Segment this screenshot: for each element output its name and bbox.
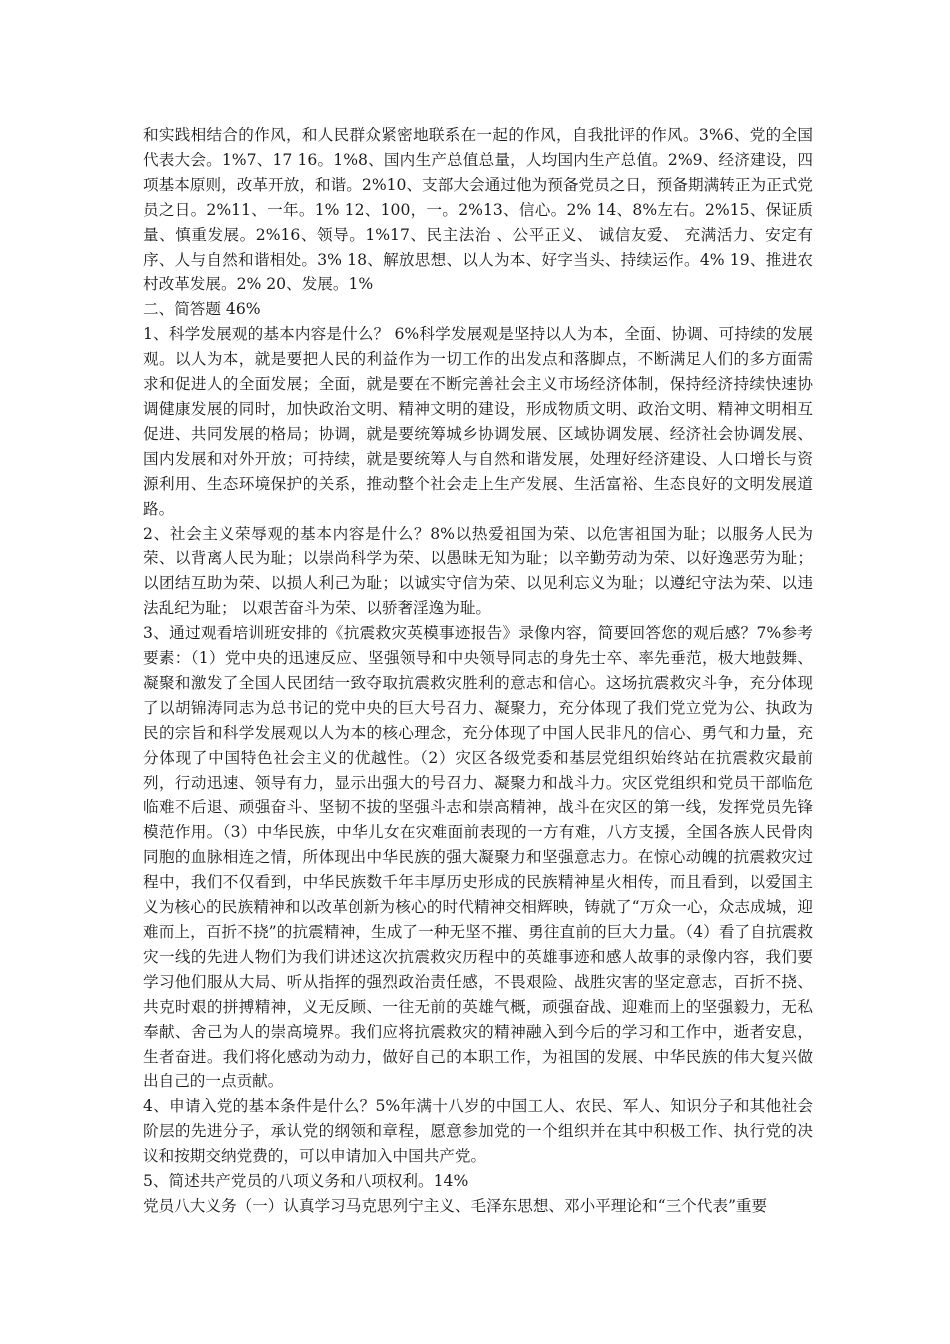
section-heading-short-answer: 二、简答题 46% xyxy=(143,300,261,319)
paragraph-duties-start: 党员八大义务（一）认真学习马克思列宁主义、毛泽东思想、邓小平理论和“三个代表”重要 xyxy=(143,1196,768,1215)
paragraph-answers-continued: 和实践相结合的作风，和人民群众紧密地联系在一起的作风，自我批评的作风。3%6、党的全国代表大会。1%7、17 16。1%8、国内生产总值总量，人均国内生产总值。2%9、经济建设，四项基本原则，改革开放，和谐。2%10、支部大会通过他为预备党员之日，预备期满转正为正式党员之日。2%11、一年。1% 12、100，一。2%13、信心。2% 14、8%左右。2%15、保证质量、慎重发展。2%16、领导。1%17、民主法治 、公平正义、 诚信友爱、 充满活力、安定有序、人与自然和谐相处。3% 18、解放思想、以人为本、好字当头、持续运作。4% 19、推进农村改革发展。2% 20、发展。1% xyxy=(143,126,813,294)
paragraph-question-3: 3、通过观看培训班安排的《抗震救灾英模事迹报告》录像内容，简要回答您的观后感？7%参考要素：（1）党中央的迅速反应、坚强领导和中央领导同志的身先士卒、率先垂范，极大地鼓舞、凝聚和激发了全国人民团结一致夺取抗震救灾胜利的意志和信心。这场抗震救灾斗争，充分体现了以胡锦涛同志为总书记的党中央的巨大号召力、凝聚力，充分体现了我们党立党为公、执政为民的宗旨和科学发展观以人为本的核心理念，充分体现了中国人民非凡的信心、勇气和力量，充分体现了中国特色社会主义的优越性。（2）灾区各级党委和基层党组织始终站在抗震救灾最前列，行动迅速、领导有力，显示出强大的号召力、凝聚力和战斗力。灾区党组织和党员干部临危临难不后退、顽强奋斗、坚韧不拔的坚强斗志和崇高精神，战斗在灾区的第一线，发挥党员先锋模范作用。（3）中华民族，中华儿女在灾难面前表现的一方有难，八方支援，全国各族人民骨肉同胞的血脉相连之情，所体现出中华民族的强大凝聚力和坚强意志力。在惊心动魄的抗震救灾过程中，我们不仅看到，中华民族数千年丰厚历史形成的民族精神星火相传，而且看到，以爱国主义为核心的民族精神和以改革创新为核心的时代精神交相辉映，铸就了“万众一心，众志成城，迎难而上，百折不挠”的抗震精神，生成了一种无坚不摧、勇往直前的巨大力量。（4）看了自抗震救灾一线的先进人物们为我们讲述这次抗震救灾历程中的英雄事迹和感人故事的录像内容，我们要学习他们服从大局、听从指挥的强烈政治责任感，不畏艰险、战胜灾害的坚定意志，百折不挠、共克时艰的拼搏精神，义无反顾、一往无前的英雄气概，顽强奋战、迎难而上的坚强毅力，无私奉献、舍己为人的崇高境界。我们应将抗震救灾的精神融入到今后的学习和工作中，逝者安息，生者奋进。我们将化感动为动力，做好自己的本职工作，为祖国的发展、中华民族的伟大复兴做出自己的一点贡献。 xyxy=(143,624,813,1091)
paragraph-question-2: 2、社会主义荣辱观的基本内容是什么？8%以热爱祖国为荣、以危害祖国为耻；以服务人民为荣、以背离人民为耻；以崇尚科学为荣、以愚昧无知为耻；以辛勤劳动为荣、以好逸恶劳为耻；以团结互助为荣、以损人利己为耻；以诚实守信为荣、以见利忘义为耻；以遵纪守法为荣、以违法乱纪为耻； 以艰苦奋斗为荣、以骄奢淫逸为耻。 xyxy=(143,524,813,618)
document-body xyxy=(143,123,813,1219)
paragraph-question-5: 5、简述共产党员的八项义务和八项权利。14% xyxy=(143,1172,469,1191)
paragraph-question-4: 4、申请入党的基本条件是什么？5%年满十八岁的中国工人、农民、军人、知识分子和其他社会阶层的先进分子，承认党的纲领和章程，愿意参加党的一个组织并在其中积极工作、执行党的决议和按期交纳党费的，可以申请加入中国共产党。 xyxy=(143,1097,813,1166)
paragraph-question-1: 1、科学发展观的基本内容是什么？ 6%科学发展观是坚持以人为本，全面、协调、可持续的发展观。以人为本，就是要把人民的利益作为一切工作的出发点和落脚点，不断满足人们的多方面需求和促进人的全面发展；全面，就是要在不断完善社会主义市场经济体制，保持经济持续快速协调健康发展的同时，加快政治文明、精神文明的建设，形成物质文明、政治文明、精神文明相互促进、共同发展的格局；协调，就是要统筹城乡协调发展、区域协调发展、经济社会协调发展、国内发展和对外开放；可持续，就是要统筹人与自然和谐发展，处理好经济建设、人口增长与资源利用、生态环境保护的关系，推动整个社会走上生产发展、生活富裕、生态良好的文明发展道路。 xyxy=(143,325,813,518)
